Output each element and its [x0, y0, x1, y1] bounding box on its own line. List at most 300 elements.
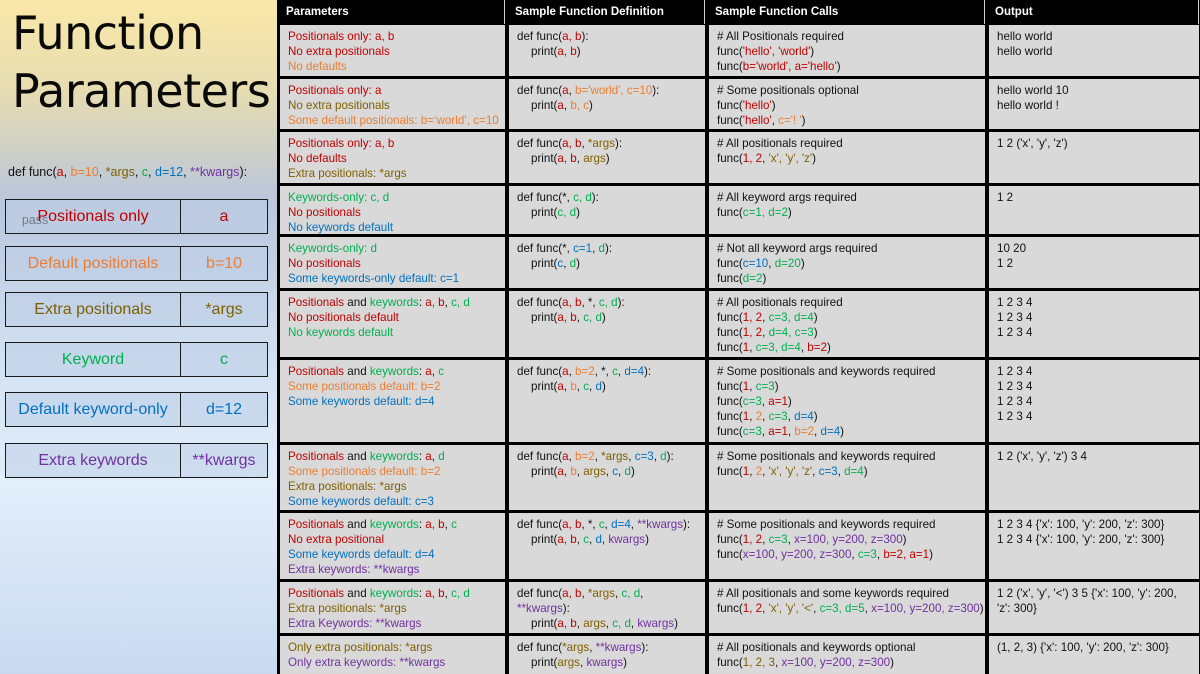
code-segment: Extra Keywords: **kwargs — [288, 617, 422, 630]
legend-value: **kwargs — [192, 451, 256, 469]
code-segment: # All positionals required — [717, 296, 843, 309]
code-segment: , — [601, 533, 609, 546]
code-segment: , *, — [581, 518, 599, 531]
code-segment: c=3, d=4 — [755, 341, 801, 354]
code-segment: , — [837, 465, 845, 478]
code-segment: def func( — [517, 84, 563, 97]
parameters-cell — [280, 291, 505, 357]
code-segment: ): — [562, 602, 570, 615]
left-panel — [0, 0, 277, 674]
code-segment: d=4 — [844, 465, 864, 478]
definition-cell — [509, 636, 705, 674]
code-segment: keywords — [369, 296, 419, 309]
code-segment: a, b — [557, 533, 577, 546]
cell-line — [288, 616, 505, 631]
code-segment: *args — [601, 450, 629, 463]
legend-label: Extra positionals — [6, 293, 181, 326]
code-segment: and — [344, 518, 370, 531]
code-segment: ): — [652, 84, 660, 97]
code-segment: c, d — [557, 206, 577, 219]
calls-cell — [709, 25, 985, 76]
code-segment: c=1, d=2 — [742, 206, 788, 219]
cell-line — [717, 98, 985, 113]
code-segment: args — [583, 465, 606, 478]
cell-line: 10 20 — [997, 242, 1027, 255]
definition-cell — [509, 132, 705, 183]
code-segment: func( — [717, 602, 743, 615]
code-segment: a, b — [562, 137, 582, 150]
code-segment: ) — [863, 465, 868, 478]
code-segment: , — [800, 341, 808, 354]
cell-line — [288, 601, 505, 616]
output-cell — [989, 513, 1199, 579]
cell-line — [717, 409, 985, 424]
cell-line — [717, 29, 985, 44]
output-cell — [989, 636, 1199, 674]
code-segment: 1, 2 — [742, 311, 763, 324]
code-segment: ) — [902, 533, 907, 546]
code-segment: ): — [239, 165, 248, 179]
code-segment: , — [63, 165, 71, 179]
code-segment: Keywords-only: d — [288, 242, 377, 255]
cell-line: hello world — [997, 30, 1053, 43]
legend-label: Keyword — [6, 343, 181, 376]
calls-cell — [709, 132, 985, 183]
code-segment: , — [640, 587, 644, 600]
code-segment: func( — [717, 548, 743, 561]
cell-line — [717, 655, 985, 670]
code-segment: , — [812, 465, 819, 478]
code-segment: , — [771, 114, 779, 127]
code-segment: , — [98, 165, 106, 179]
code-segment: d — [598, 242, 605, 255]
code-segment: func( — [717, 60, 743, 73]
code-segment: func( — [717, 395, 743, 408]
code-segment: def func( — [8, 165, 57, 179]
code-segment: b=2 — [575, 365, 595, 378]
cell-line — [288, 494, 505, 509]
cell-line — [288, 295, 505, 310]
code-segment: b, c — [570, 99, 590, 112]
cell-line — [288, 59, 505, 74]
code-segment: keywords — [369, 365, 419, 378]
cell-line — [717, 59, 985, 74]
cell-line — [717, 205, 985, 220]
parameters-cell — [280, 25, 505, 76]
code-segment: Some default positionals: b=‘world’, c=10 — [288, 114, 499, 127]
code-segment: ): — [683, 518, 691, 531]
code-segment: a — [562, 365, 569, 378]
cell-line — [517, 464, 705, 479]
code-segment: x=100, y=200, z=300 — [742, 548, 852, 561]
code-segment: **kwargs — [517, 602, 563, 615]
code-segment: , — [775, 656, 782, 669]
cell-line — [517, 310, 705, 325]
output-cell — [989, 186, 1199, 234]
code-segment: , — [589, 641, 596, 654]
code-segment: func( — [717, 99, 743, 112]
code-segment: args — [583, 152, 606, 165]
code-segment: , — [761, 395, 769, 408]
code-segment: x=100, y=200, z=300 — [781, 656, 891, 669]
code-segment: d=4 — [624, 365, 645, 378]
code-segment: def func( — [517, 30, 563, 43]
code-segment: func( — [717, 410, 743, 423]
code-segment: print( — [531, 152, 558, 165]
code-segment: ) — [605, 152, 610, 165]
cell-line: 1 2 ('x', 'y', 'z') 3 4 — [997, 450, 1087, 463]
code-segment: c=1 — [573, 242, 593, 255]
cell-line: 1 2 3 4 — [997, 380, 1033, 393]
legend-label: Extra keywords — [6, 444, 181, 477]
cell-line — [717, 379, 985, 394]
code-segment: Extra keywords: **kwargs — [288, 563, 420, 576]
code-segment: def func( — [517, 587, 563, 600]
code-segment: ) — [601, 380, 606, 393]
code-segment: 1, 2 — [742, 152, 763, 165]
code-segment: , — [787, 410, 795, 423]
code-segment: ) — [774, 380, 779, 393]
code-segment: ) — [929, 548, 933, 561]
code-segment: , — [581, 137, 588, 150]
code-segment: No keywords default — [288, 326, 394, 339]
code-segment: 'x', 'y', '<' — [768, 602, 814, 615]
code-segment: and — [344, 365, 370, 378]
code-segment: c=10 — [742, 257, 769, 270]
output-cell — [989, 582, 1199, 633]
code-segment: : — [418, 365, 426, 378]
cell-line — [517, 241, 705, 256]
cell-line — [517, 29, 705, 44]
code-segment: a — [557, 465, 564, 478]
code-segment: # Some positionals and keywords required — [717, 450, 936, 463]
code-segment: Extra positionals: *args — [288, 480, 407, 493]
code-segment: d — [595, 380, 602, 393]
code-segment: Positionals only: a, b — [288, 30, 395, 43]
cell-line — [288, 479, 505, 494]
code-segment: a, b — [557, 152, 577, 165]
code-segment: a — [425, 450, 432, 463]
code-segment: c=3 — [634, 450, 654, 463]
code-segment: def func(*, — [517, 242, 574, 255]
code-segment: No keywords default — [288, 221, 394, 234]
cell-line — [717, 83, 985, 98]
cell-line — [717, 449, 985, 464]
code-segment: ) — [623, 656, 628, 669]
code-segment: , — [576, 533, 584, 546]
code-segment: d=2 — [742, 272, 763, 285]
code-segment: *args — [105, 165, 135, 179]
code-segment: , — [589, 380, 596, 393]
code-segment: func( — [717, 380, 743, 393]
code-segment: ) — [890, 656, 894, 669]
code-segment: c, d — [621, 587, 641, 600]
cell-line — [717, 325, 985, 340]
code-segment: , — [762, 326, 769, 339]
cell-line — [288, 364, 505, 379]
code-segment: , — [876, 548, 884, 561]
cell-line — [288, 325, 505, 340]
cell-line — [517, 83, 705, 98]
code-segment: ) — [576, 45, 581, 58]
header-calls: Sample Function Calls — [707, 0, 985, 24]
code-segment: 2 — [755, 465, 763, 478]
code-segment: a — [562, 84, 569, 97]
calls-cell — [709, 445, 985, 510]
code-segment: ) — [836, 60, 841, 73]
legend-value: a — [219, 207, 229, 225]
code-segment: 1, 2 — [742, 326, 763, 339]
code-segment: a, b — [562, 296, 582, 309]
code-segment: , — [749, 380, 756, 393]
cell-line — [717, 601, 985, 616]
cell-line — [288, 205, 505, 220]
code-segment: c=3, d=4 — [768, 311, 814, 324]
cell-line — [717, 547, 985, 562]
code-segment: func( — [717, 152, 743, 165]
code-segment: Positionals only: a, b — [288, 137, 395, 150]
code-segment: x=100, y=200, z=300 — [794, 533, 903, 546]
code-segment: c — [612, 365, 618, 378]
code-segment: ) — [826, 341, 831, 354]
output-cell — [989, 132, 1199, 183]
code-segment: Only extra keywords: **kwargs — [288, 656, 446, 669]
code-segment: 'x', 'y', 'z' — [768, 152, 813, 165]
code-segment: func( — [717, 45, 743, 58]
cell-line — [717, 310, 985, 325]
code-segment: , — [628, 450, 635, 463]
code-segment: # Some positionals and keywords required — [717, 518, 936, 531]
code-segment: # All keyword args required — [717, 191, 857, 204]
code-segment: , — [762, 465, 769, 478]
code-segment: args — [583, 617, 606, 630]
code-segment: 'hello' — [742, 99, 772, 112]
output-cell — [989, 237, 1199, 288]
code-segment: a, b — [557, 311, 577, 324]
code-segment: c — [451, 518, 457, 531]
cell-line: 1 2 3 4 — [997, 395, 1033, 408]
code-segment: ) — [787, 395, 792, 408]
code-segment: # Some positionals and keywords required — [717, 365, 936, 378]
code-segment: kwargs — [637, 617, 675, 630]
code-segment: , — [576, 617, 584, 630]
code-segment: 2 — [755, 410, 763, 423]
definition-cell — [509, 445, 705, 510]
code-segment: def func( — [517, 296, 563, 309]
cell-line — [288, 310, 505, 325]
code-segment: , — [563, 465, 571, 478]
code-segment: c — [141, 165, 149, 179]
code-segment: c=3, d=5 — [819, 602, 865, 615]
code-segment: ) — [813, 311, 818, 324]
code-segment: a, b — [562, 518, 582, 531]
cell-line — [717, 394, 985, 409]
code-segment: ): — [666, 450, 674, 463]
code-segment: ): — [644, 365, 652, 378]
code-segment: , — [768, 257, 775, 270]
code-segment: ): — [581, 30, 589, 43]
code-segment: def func( — [517, 137, 563, 150]
calls-cell — [709, 291, 985, 357]
code-segment: , — [618, 465, 625, 478]
code-segment: 'hello', 'world' — [742, 45, 811, 58]
code-segment: ) — [979, 602, 984, 615]
code-segment: d=4 — [611, 518, 631, 531]
code-segment: ) — [762, 272, 767, 285]
code-segment: *args — [587, 137, 615, 150]
cell-line — [517, 44, 705, 59]
code-segment: def func( — [517, 518, 563, 531]
code-segment: and — [344, 296, 370, 309]
cell-line — [517, 256, 705, 271]
code-segment: print( — [531, 465, 558, 478]
code-segment: 1 — [742, 380, 750, 393]
code-segment: , — [563, 99, 571, 112]
code-segment: Keywords-only: c, d — [288, 191, 390, 204]
code-segment: keywords — [369, 450, 419, 463]
cell-line — [517, 616, 705, 631]
cell-line — [517, 364, 705, 379]
code-segment: , — [563, 257, 570, 270]
cell-line — [517, 98, 705, 113]
page-title — [12, 4, 270, 120]
code-segment: and — [344, 587, 370, 600]
code-segment: b='world', c=10 — [575, 84, 653, 97]
function-signature — [8, 132, 247, 260]
code-segment: , — [749, 465, 756, 478]
code-segment: , — [576, 465, 584, 478]
cell-line — [517, 655, 705, 670]
code-segment: c=3 — [742, 395, 762, 408]
code-segment: def func(*, — [517, 191, 574, 204]
code-segment: , — [851, 548, 858, 561]
cell-line — [717, 640, 985, 655]
cell-line — [717, 256, 985, 271]
code-segment: a, b — [425, 518, 445, 531]
cell-line — [288, 190, 505, 205]
calls-cell — [709, 79, 985, 129]
code-segment: ) — [813, 410, 818, 423]
code-segment: , — [787, 533, 795, 546]
code-segment: : — [418, 450, 426, 463]
cell-line — [717, 517, 985, 532]
calls-cell — [709, 582, 985, 633]
legend-item — [5, 246, 268, 281]
cell-line — [517, 517, 705, 532]
cell-line: (1, 2, 3) {'x': 100, 'y': 200, 'z': 300} — [997, 641, 1169, 654]
code-segment: Only extra positionals: *args — [288, 641, 433, 654]
code-segment: , — [576, 311, 584, 324]
code-segment: c, d — [573, 191, 592, 204]
code-segment: # All positionals and some keywords required — [717, 587, 949, 600]
cell-line: 1 2 ('x', 'y', 'z') — [997, 137, 1068, 150]
code-segment: ) — [787, 206, 792, 219]
code-segment: , — [568, 365, 576, 378]
calls-cell — [709, 186, 985, 234]
cell-line — [717, 586, 985, 601]
output-cell — [989, 445, 1199, 510]
parameters-cell — [280, 582, 505, 633]
code-segment: ): — [615, 137, 623, 150]
code-segment: Some keywords default: d=4 — [288, 548, 435, 561]
code-segment: ): — [591, 191, 599, 204]
code-segment: , — [568, 84, 576, 97]
code-segment: func( — [717, 341, 743, 354]
code-segment: ) — [589, 99, 593, 112]
legend-item — [5, 443, 268, 478]
parameters-cell — [280, 237, 505, 288]
code-segment: ) — [674, 617, 678, 630]
code-segment: , — [864, 602, 872, 615]
code-segment: : — [418, 518, 426, 531]
code-segment: No positionals — [288, 206, 361, 219]
code-segment: ): — [605, 242, 613, 255]
code-segment: Some positionals default: b=2 — [288, 380, 441, 393]
code-segment: , — [594, 450, 602, 463]
code-segment: , — [431, 450, 439, 463]
code-segment: , — [630, 518, 638, 531]
cell-line: 1 2 — [997, 191, 1014, 204]
code-segment: def func( — [517, 450, 563, 463]
code-segment: # Not all keyword args required — [717, 242, 878, 255]
cell-line — [288, 394, 505, 409]
cell-line: 1 2 3 4 — [997, 410, 1033, 423]
definition-cell — [509, 582, 705, 633]
code-segment: d — [660, 450, 667, 463]
code-segment: func( — [717, 114, 743, 127]
code-segment: b=2 — [807, 341, 827, 354]
cell-line — [288, 241, 505, 256]
code-segment: , — [749, 410, 756, 423]
output-cell — [989, 25, 1199, 76]
cell-line — [288, 517, 505, 532]
cell-line — [717, 271, 985, 286]
code-segment: d — [438, 450, 445, 463]
code-segment: c=3 — [818, 465, 838, 478]
code-segment: c — [612, 465, 619, 478]
code-segment: c='! ' — [778, 114, 802, 127]
cell-line — [717, 424, 985, 439]
cell-line — [717, 44, 985, 59]
code-segment: func( — [717, 311, 743, 324]
code-segment: a=1 — [768, 425, 788, 438]
output-cell — [989, 291, 1199, 357]
code-segment: func( — [717, 656, 743, 669]
title-line-1: Function — [12, 6, 204, 60]
code-segment: Positionals — [288, 587, 345, 600]
code-segment: , — [617, 365, 625, 378]
definition-cell — [509, 360, 705, 442]
parameters-cell — [280, 445, 505, 510]
cell-line — [288, 379, 505, 394]
code-segment: : — [418, 296, 426, 309]
code-segment: print( — [531, 45, 558, 58]
code-segment: c, d — [451, 587, 470, 600]
code-segment: : — [418, 587, 426, 600]
cell-line — [717, 136, 985, 151]
code-segment: , — [762, 311, 769, 324]
cell-line — [288, 83, 505, 98]
code-segment: b=10 — [70, 165, 99, 179]
definition-cell — [509, 513, 705, 579]
legend-value: d=12 — [205, 400, 243, 418]
code-segment: def func( — [517, 641, 563, 654]
code-segment: , — [762, 602, 769, 615]
code-segment: func( — [717, 465, 743, 478]
code-segment: No defaults — [288, 60, 347, 73]
header-output: Output — [987, 0, 1199, 24]
legend-value: c — [220, 350, 228, 368]
